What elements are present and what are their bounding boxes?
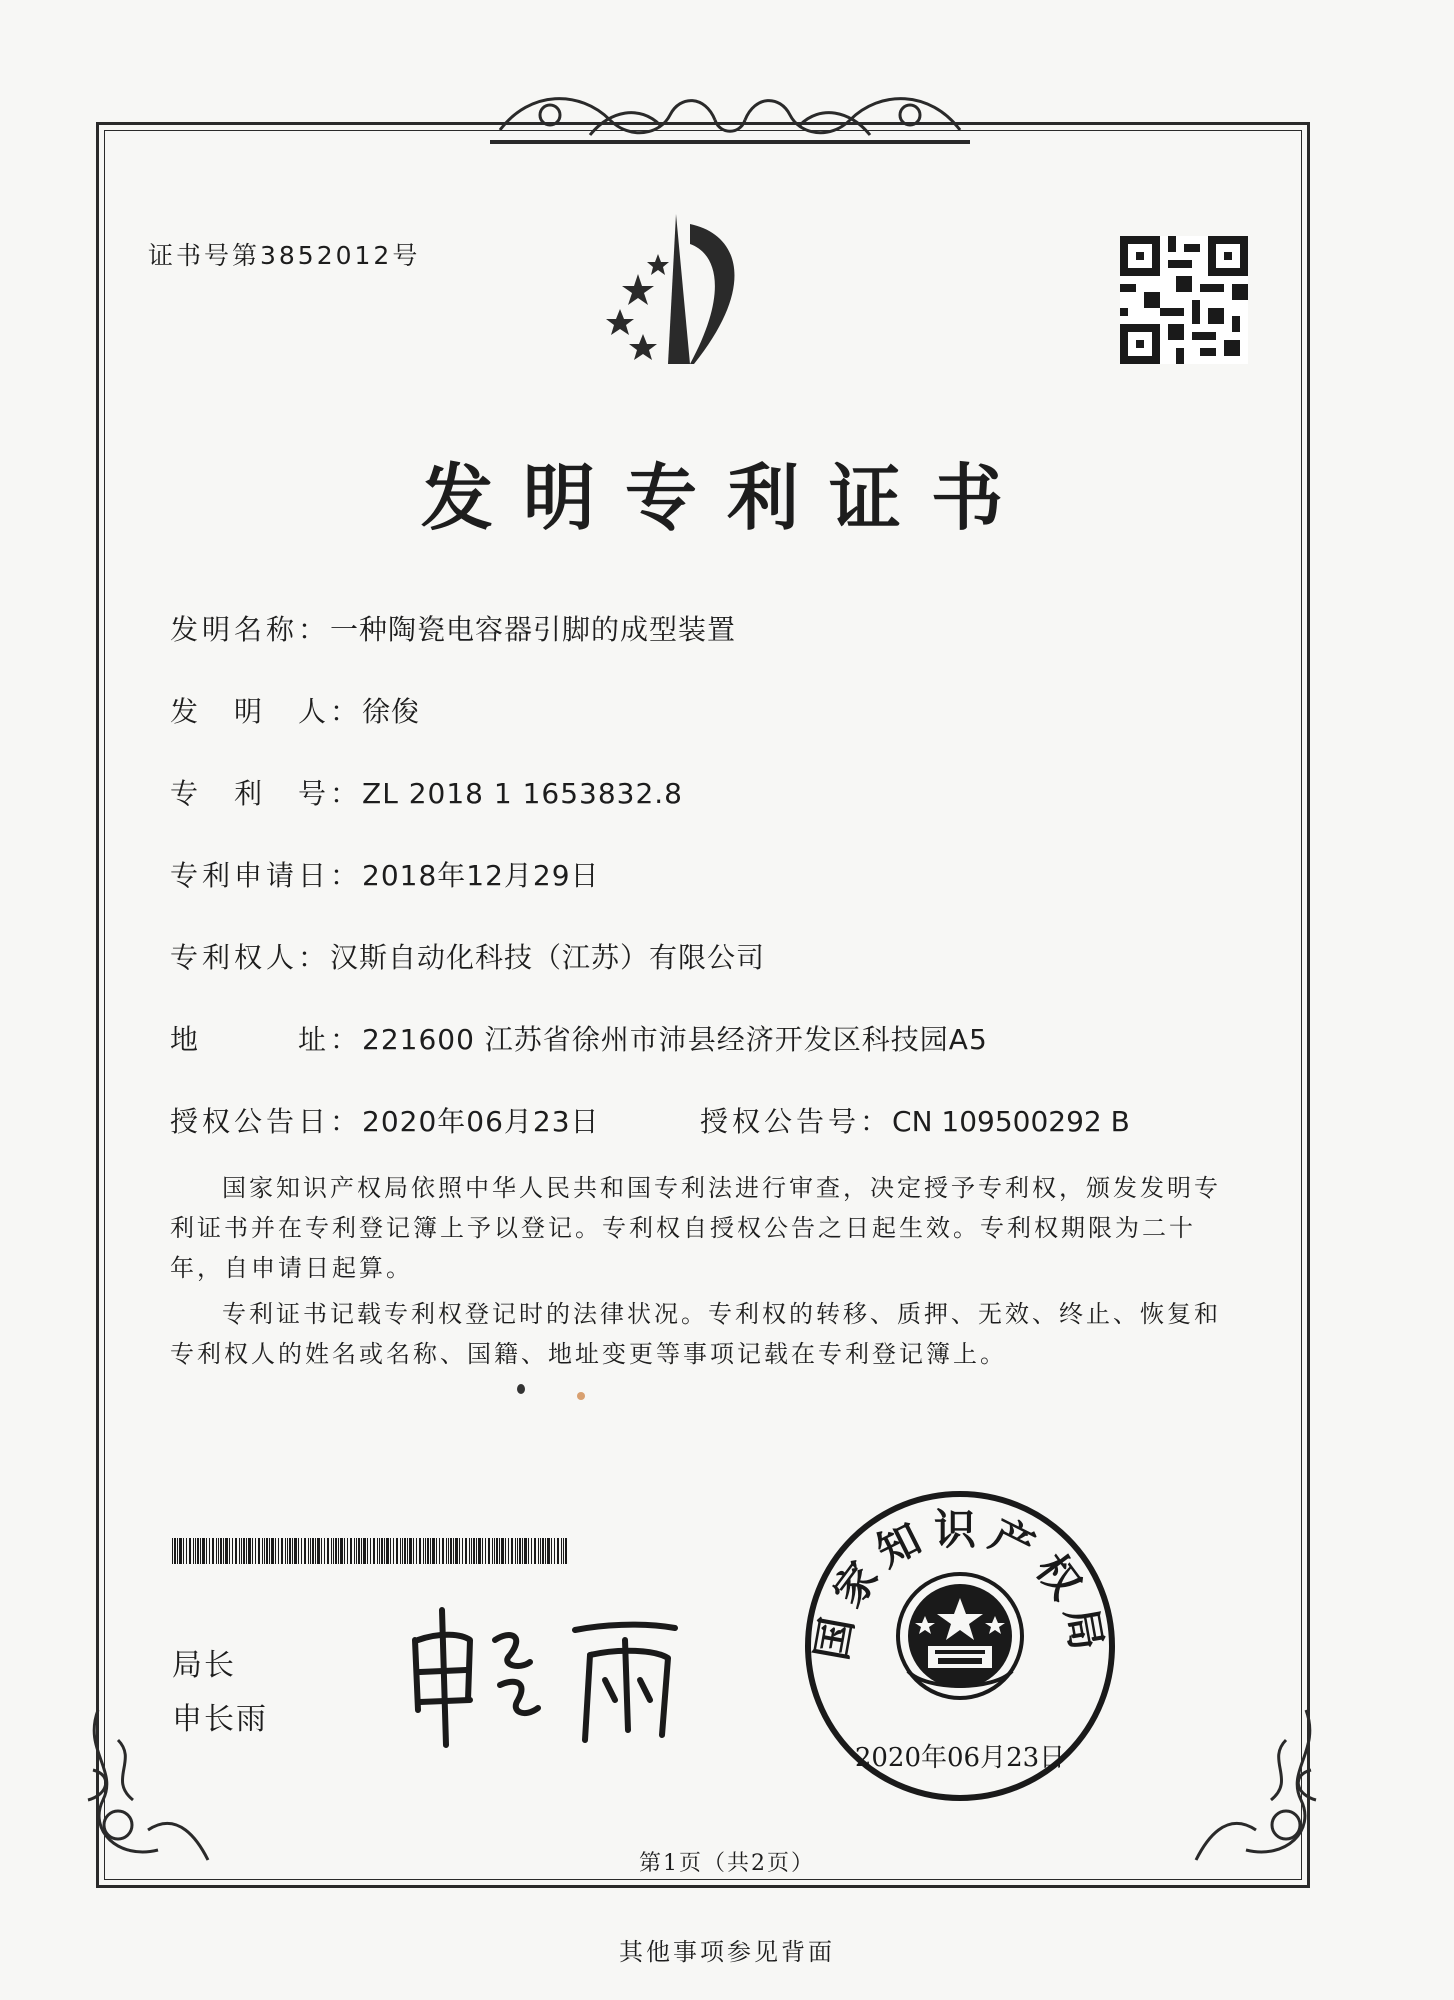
field-inventor: [170, 690, 420, 730]
barcode-bar: [425, 1538, 426, 1564]
barcode-bar: [450, 1538, 452, 1564]
barcode-bar: [540, 1538, 541, 1564]
barcode-bar: [407, 1538, 408, 1564]
barcode-bar: [485, 1538, 486, 1564]
field-label: 授权公告日：: [170, 1105, 363, 1138]
barcode-bar: [344, 1538, 345, 1564]
barcode-bar: [471, 1538, 472, 1564]
barcode-bar: [308, 1538, 309, 1564]
barcode-bar: [202, 1538, 205, 1564]
barcode-bar: [508, 1538, 509, 1564]
barcode-bar: [455, 1538, 458, 1564]
barcode-bar: [545, 1538, 546, 1564]
barcode-bar: [271, 1538, 274, 1564]
certificate-number: 证书号第3852012号: [148, 241, 421, 270]
barcode-bar: [436, 1538, 437, 1564]
inner-border: [104, 130, 1302, 1880]
barcode-bar: [324, 1538, 325, 1564]
back-note: 其他事项参见背面: [619, 1938, 835, 1966]
barcode-bar: [561, 1538, 562, 1564]
barcode-bar: [404, 1538, 406, 1564]
barcode-bar: [499, 1538, 500, 1564]
barcode-bar: [423, 1538, 424, 1564]
barcode-bar: [232, 1538, 233, 1564]
svg-text:2020年06月23日: 2020年06月23日: [854, 1743, 1066, 1773]
barcode-bar: [321, 1538, 322, 1564]
barcode-bar: [248, 1538, 251, 1564]
field-label: 地 址：: [170, 1023, 363, 1056]
field-value: ZL 2018 1 1653832.8: [362, 777, 683, 810]
barcode-bar: [218, 1538, 219, 1564]
barcode-bar: [409, 1538, 412, 1564]
barcode-bar: [402, 1538, 403, 1564]
barcode-bar: [524, 1538, 527, 1564]
barcode-bar: [262, 1538, 263, 1564]
barcode-bar: [177, 1538, 178, 1564]
barcode-bar: [209, 1538, 210, 1564]
barcode-bar: [252, 1538, 253, 1564]
barcode-bar: [565, 1538, 567, 1564]
barcode-bar: [531, 1538, 532, 1564]
barcode-bar: [285, 1538, 286, 1564]
barcode-bar: [223, 1538, 224, 1564]
page-indicator: 第1页（共2页）: [639, 1851, 815, 1876]
barcode-bar: [258, 1538, 260, 1564]
field-invention-name: [170, 608, 736, 648]
paper-speck: [517, 1384, 525, 1394]
barcode-bar: [275, 1538, 276, 1564]
field-patent-number: [170, 772, 683, 812]
barcode-bar: [446, 1538, 447, 1564]
barcode-bar: [189, 1538, 191, 1564]
barcode-bar: [287, 1538, 288, 1564]
field-value: 2020年06月23日: [362, 1105, 600, 1138]
barcode-bar: [361, 1538, 362, 1564]
barcode-bar: [400, 1538, 401, 1564]
barcode-bar: [370, 1538, 371, 1564]
barcode-bar: [186, 1538, 187, 1564]
barcode-bar: [505, 1538, 506, 1564]
barcode-bar: [225, 1538, 228, 1564]
barcode-bar: [338, 1538, 339, 1564]
barcode-bar: [255, 1538, 256, 1564]
barcode-bar: [519, 1538, 521, 1564]
field-application-date: [170, 854, 600, 894]
barcode-bar: [356, 1538, 357, 1564]
barcode-bar: [298, 1538, 299, 1564]
barcode-bar: [396, 1538, 398, 1564]
barcode-bar: [419, 1538, 421, 1564]
barcode-bar: [377, 1538, 378, 1564]
barcode-bar: [492, 1538, 493, 1564]
field-patentee: [170, 936, 765, 976]
barcode-bar: [416, 1538, 417, 1564]
barcode-bar: [501, 1538, 504, 1564]
barcode-bar: [373, 1538, 375, 1564]
barcode-bar: [174, 1538, 176, 1564]
svg-text:国家知识产权局: 国家知识产权局: [806, 1505, 1114, 1664]
barcode-bar: [462, 1538, 463, 1564]
barcode-bar: [528, 1538, 529, 1564]
barcode-bar: [312, 1538, 314, 1564]
top-ornament-icon: [490, 80, 970, 150]
field-value: CN 109500292 B: [892, 1105, 1130, 1138]
barcode-bar: [229, 1538, 230, 1564]
barcode-bar: [315, 1538, 316, 1564]
barcode-bar: [206, 1538, 207, 1564]
barcode-bar: [269, 1538, 270, 1564]
barcode-bar: [469, 1538, 470, 1564]
barcode-bar: [179, 1538, 182, 1564]
barcode-bar: [350, 1538, 352, 1564]
barcode-bar: [266, 1538, 268, 1564]
barcode-bar: [200, 1538, 201, 1564]
field-value: 汉斯自动化科技（江苏）有限公司: [330, 941, 766, 974]
legal-paragraph: 专利证书记载专利权登记时的法律状况。专利权的转移、质押、无效、终止、恢复和专利权人的姓名或名称、国籍、地址变更等事项记载在专利登记簿上。: [170, 1300, 1221, 1368]
field-label: 发 明 人：: [170, 695, 363, 728]
barcode-bar: [241, 1538, 242, 1564]
barcode-bar: [517, 1538, 518, 1564]
barcode-bar: [511, 1538, 513, 1564]
barcode-bar: [478, 1538, 481, 1564]
barcode-bar: [246, 1538, 247, 1564]
barcode-bar: [317, 1538, 320, 1564]
barcode-bar: [289, 1538, 291, 1564]
barcode-bar: [476, 1538, 477, 1564]
barcode-bar: [563, 1538, 564, 1564]
field-label: 专 利 号：: [170, 777, 363, 810]
barcode-bar: [292, 1538, 293, 1564]
field-value: 徐俊: [362, 695, 421, 728]
barcode-bar: [193, 1538, 194, 1564]
barcode-bar: [358, 1538, 360, 1564]
barcode-bar: [239, 1538, 240, 1564]
barcode-bar: [393, 1538, 394, 1564]
field-label: 授权公告号：: [700, 1105, 893, 1138]
barcode-bar: [333, 1538, 334, 1564]
barcode-bar: [390, 1538, 391, 1564]
barcode-bar: [195, 1538, 196, 1564]
barcode-bar: [367, 1538, 368, 1564]
document-title: 发明专利证书: [420, 456, 1033, 540]
barcode-bar: [386, 1538, 389, 1564]
field-grant-number: [700, 1100, 1130, 1140]
barcode-bar: [172, 1538, 173, 1564]
barcode-bar: [554, 1538, 555, 1564]
barcode-bar: [496, 1538, 498, 1564]
field-address: [170, 1018, 988, 1058]
barcode-bar: [448, 1538, 449, 1564]
barcode-bar: [515, 1538, 516, 1564]
director-title: 局长: [172, 1648, 236, 1683]
barcode-bar: [216, 1538, 217, 1564]
barcode-bar: [488, 1538, 490, 1564]
barcode-bar: [220, 1538, 222, 1564]
barcode-bar: [427, 1538, 429, 1564]
barcode-bar: [354, 1538, 355, 1564]
barcode-bar: [538, 1538, 539, 1564]
barcode-bar: [379, 1538, 380, 1564]
barcode-bar: [459, 1538, 460, 1564]
barcode-bar: [522, 1538, 523, 1564]
barcode-bar: [183, 1538, 184, 1564]
field-value: 2018年12月29日: [362, 859, 600, 892]
barcode-bar: [310, 1538, 311, 1564]
barcode-bar: [384, 1538, 385, 1564]
barcode-bar: [327, 1538, 329, 1564]
official-seal-icon: [800, 1486, 1120, 1806]
barcode-bar: [347, 1538, 348, 1564]
qr-code-icon: [1120, 236, 1248, 364]
barcode-bar: [432, 1538, 435, 1564]
barcode-bar: [473, 1538, 475, 1564]
barcode-bar: [413, 1538, 414, 1564]
barcode-bar: [264, 1538, 265, 1564]
barcode-bar: [442, 1538, 444, 1564]
barcode-bar: [304, 1538, 306, 1564]
barcode-bar: [301, 1538, 302, 1564]
field-label: 发明名称：: [170, 613, 331, 646]
director-name: 申长雨: [172, 1702, 268, 1737]
barcode-bar: [547, 1538, 550, 1564]
barcode-bar: [482, 1538, 483, 1564]
barcode-bar: [340, 1538, 343, 1564]
field-value: 221600 江苏省徐州市沛县经济开发区科技园A5: [362, 1023, 988, 1056]
field-grant-date: [170, 1100, 600, 1140]
barcode-bar: [243, 1538, 245, 1564]
barcode-bar: [494, 1538, 495, 1564]
director-signature-icon: [400, 1600, 700, 1750]
barcode-bar: [381, 1538, 383, 1564]
barcode-bar: [278, 1538, 279, 1564]
barcode-bar: [439, 1538, 440, 1564]
barcode-bar: [294, 1538, 297, 1564]
barcode-bar: [331, 1538, 332, 1564]
barcode-bar: [557, 1538, 559, 1564]
barcode-bar: [212, 1538, 214, 1564]
paper-speck: [577, 1392, 585, 1400]
field-value: 一种陶瓷电容器引脚的成型装置: [330, 613, 737, 646]
patent-office-emblem-icon: [598, 214, 778, 374]
barcode-bar: [235, 1538, 237, 1564]
barcode-bar: [197, 1538, 199, 1564]
barcode-icon: [172, 1538, 572, 1564]
barcode-bar: [453, 1538, 454, 1564]
barcode-bar: [363, 1538, 366, 1564]
field-label: 专利权人：: [170, 941, 331, 974]
barcode-bar: [430, 1538, 431, 1564]
barcode-bar: [551, 1538, 552, 1564]
barcode-bar: [335, 1538, 337, 1564]
barcode-bar: [465, 1538, 467, 1564]
barcode-bar: [542, 1538, 544, 1564]
field-label: 专利申请日：: [170, 859, 363, 892]
barcode-bar: [281, 1538, 283, 1564]
bottom-right-ornament-icon: [1186, 1700, 1326, 1870]
barcode-bar: [534, 1538, 536, 1564]
legal-paragraph: 国家知识产权局依照中华人民共和国专利法进行审查，决定授予专利权，颁发发明专利证书并在专利登记簿上予以登记。专利权自授权公告之日起生效。专利权期限为二十年，自申请日起算。: [170, 1174, 1221, 1282]
